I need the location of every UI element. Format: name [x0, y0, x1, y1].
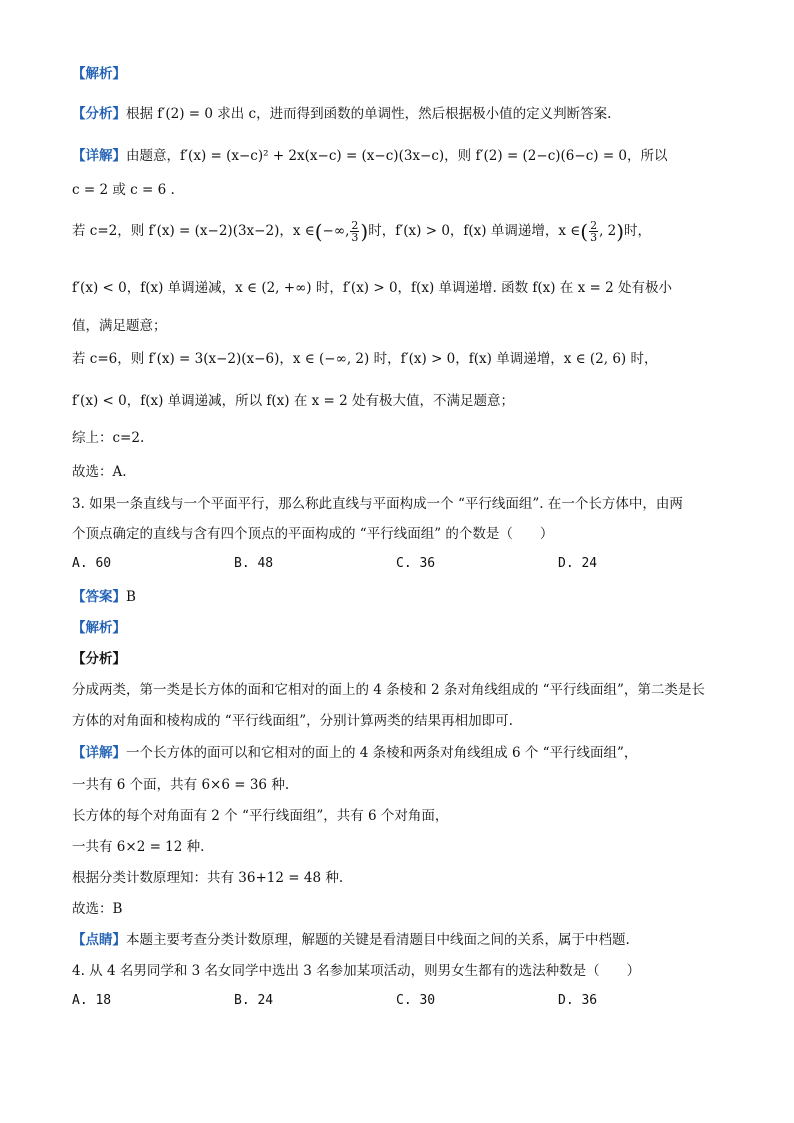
q2-detail-line-3: 若 c=2，则 f′(x) = (x−2)(3x−2)，x ∈(−∞, $\frac{2}{3}$ )时，f′(x) > 0，f(x) 单调递增，x ∈( $\frac{2}{3}$ , 2)时， — [72, 219, 652, 244]
q4-option-b: B. 24 — [234, 993, 274, 1008]
fraction-2-3: $\frac{2}{3}$ — [351, 219, 359, 244]
q3-stem-line-1: 3. 如果一条直线与一个平面平行，那么称此直线与平面构成一个 “平行线面组”. 在一个长方体中，由两 — [72, 496, 683, 512]
q4-stem: 4. 从 4 名男同学和 3 名女同学中选出 3 名参加某项活动，则男女生都有的选法种数是（ ） — [72, 963, 641, 979]
q2-detail-line-7: f′(x) < 0，f(x) 单调递减，所以 f(x) 在 x = 2 处有极大值，不满足题意； — [72, 393, 515, 409]
q3-stem-line-2: 个顶点确定的直线与含有四个顶点的平面构成的 “平行线面组” 的个数是（ ） — [72, 526, 554, 542]
q3-detail-line-6: 故选：B — [72, 901, 123, 917]
q3-detail-line-3: 长方体的每个对角面有 2 个 “平行线面组”，共有 6 个对角面， — [72, 808, 449, 824]
q3-fenxi-line-1: 分成两类，第一类是长方体的面和它相对的面上的 4 条棱和 2 条对角线组成的 “平行线面组”，第二类是长 — [72, 682, 705, 698]
q3-fenxi-heading: 【分析】 — [72, 651, 126, 667]
q2-detail-line-6: 若 c=6，则 f′(x) = 3(x−2)(x−6)，x ∈ (−∞, 2) 时，f′(x) > 0，f(x) 单调递增，x ∈ (2, 6) 时， — [72, 351, 658, 367]
q3-option-b: B. 48 — [234, 556, 274, 571]
q3-detail-line-4: 一共有 6×2 = 12 种. — [72, 839, 205, 855]
q2-conclusion: 综上：c=2. — [72, 430, 145, 446]
q2-analysis-paragraph — [72, 104, 611, 124]
fraction-2-3-b: $\frac{2}{3}$ — [590, 219, 598, 244]
q3-option-c: C. 36 — [396, 556, 436, 571]
q2-detail-line-2: c = 2 或 c = 6 . — [72, 182, 175, 198]
q3-comment-tag: 【点睛】 — [72, 932, 126, 948]
q3-answer-tag: 【答案】 — [72, 589, 126, 605]
q3-fenxi-line-2: 方体的对角面和棱构成的 “平行线面组”，分别计算两类的结果再相加即可. — [72, 713, 513, 729]
q3-detail-line-1: 【详解】一个长方体的面可以和它相对的面上的 4 条棱和两条对角线组成 6 个 “平行线面组”， — [72, 745, 638, 761]
q2-analysis-tag: 【分析】 — [72, 106, 126, 122]
q3-answer-value: B — [126, 589, 136, 605]
q3-detail-line-2: 一共有 6 个面，共有 6×6 = 36 种. — [72, 777, 290, 793]
q4-option-d: D. 36 — [558, 993, 598, 1008]
q2-answer-choice: 故选：A. — [72, 464, 127, 480]
q3-detail-line-5: 根据分类计数原理知：共有 36+12 = 48 种. — [72, 870, 344, 886]
q4-option-c: C. 30 — [396, 993, 436, 1008]
q3-detail-tag: 【详解】 — [72, 745, 126, 761]
q2-detail-tag: 【详解】 — [72, 148, 126, 164]
q2-analysis-heading: 【解析】 — [72, 66, 126, 82]
q3-comment: 【点睛】本题主要考查分类计数原理，解题的关键是看清题目中线面之间的关系，属于中档题. — [72, 932, 630, 948]
q2-detail-line-5: 值，满足题意； — [72, 318, 167, 334]
q3-analysis-heading: 【解析】 — [72, 620, 126, 636]
q3-option-a: A. 60 — [72, 556, 112, 571]
q2-analysis-text: 根据 f′(2) = 0 求出 c，进而得到函数的单调性，然后根据极小值的定义判断答案. — [126, 106, 612, 122]
q2-detail-line-1: 【详解】由题意，f′(x) = (x−c)² + 2x(x−c) = (x−c)(3x−c)，则 f′(2) = (2−c)(6−c) = 0，所以 — [72, 148, 668, 164]
q2-detail-line-4: f′(x) < 0，f(x) 单调递减，x ∈ (2, +∞) 时，f′(x) > 0，f(x) 单调递增. 函数 f(x) 在 x = 2 处有极小 — [72, 280, 672, 296]
q3-answer — [72, 587, 136, 607]
q4-option-a: A. 18 — [72, 993, 112, 1008]
q3-option-d: D. 24 — [558, 556, 598, 571]
